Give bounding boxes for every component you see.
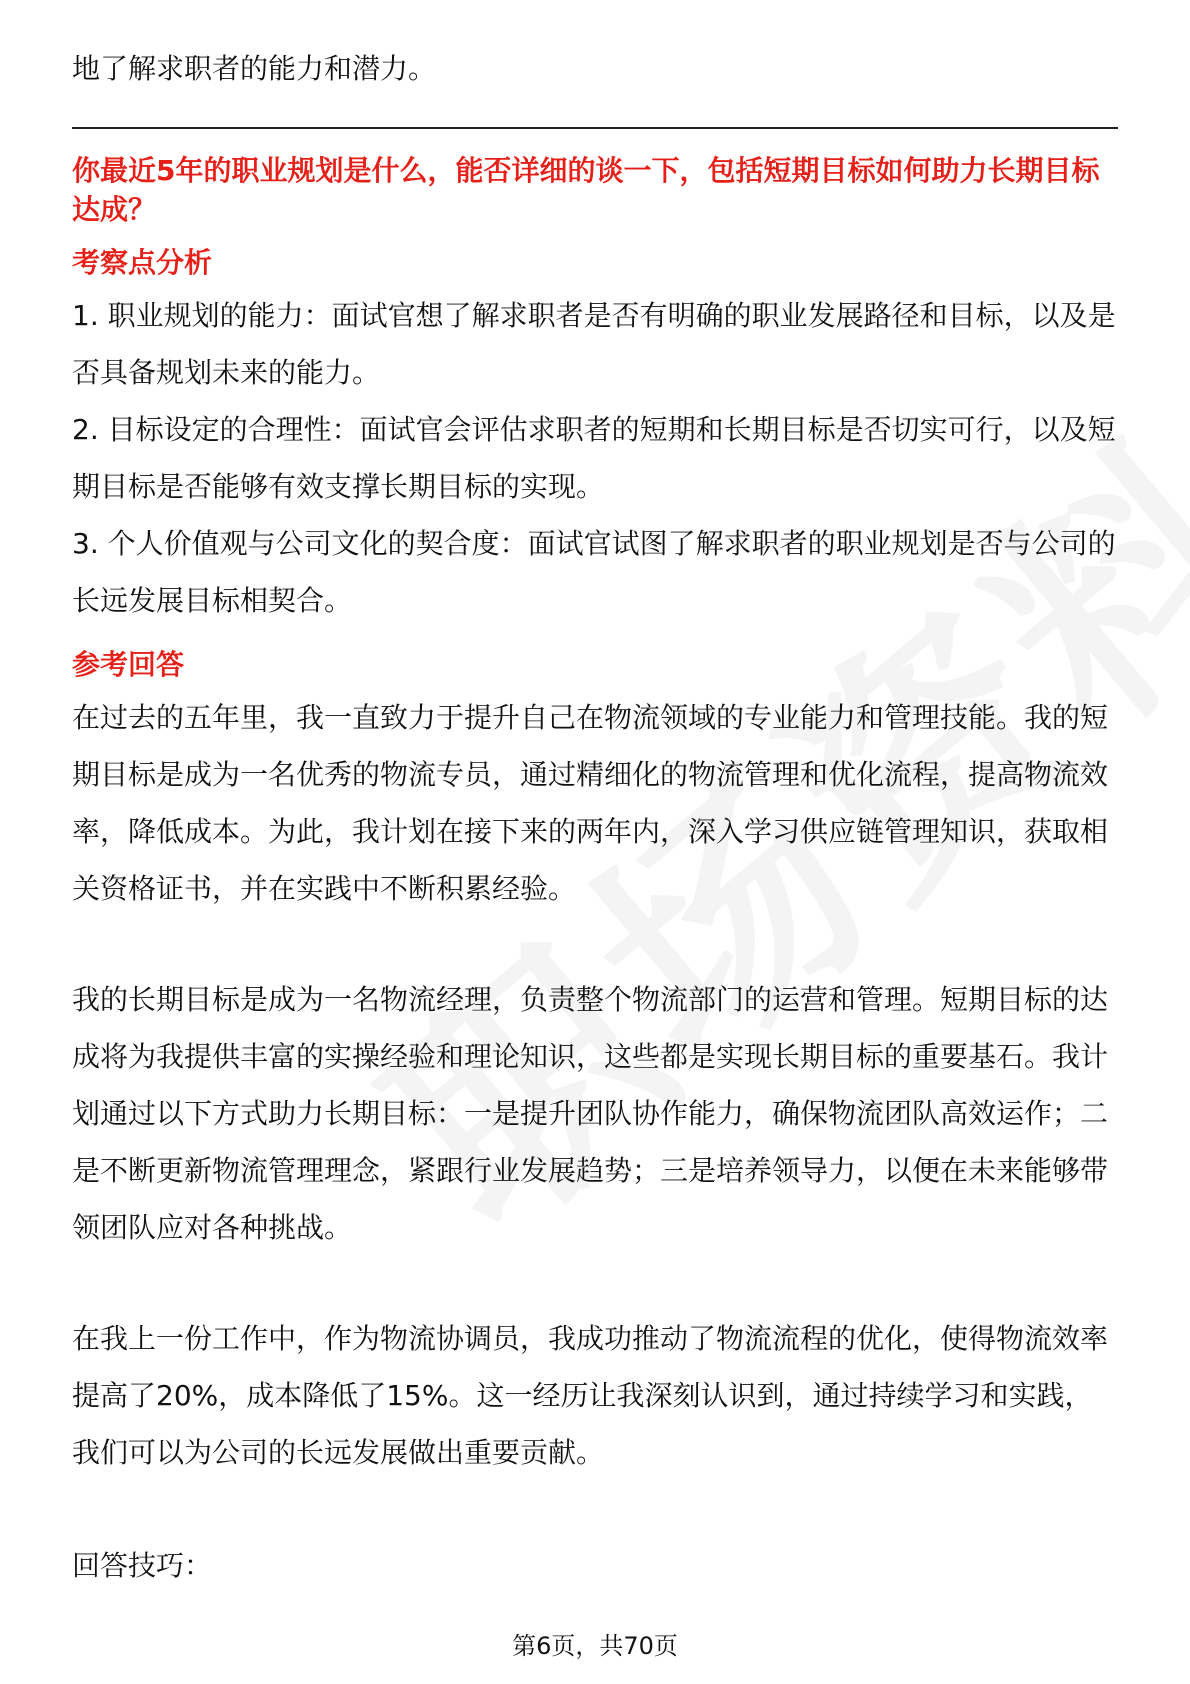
paragraph-spacer [72,917,1118,971]
answer-paragraph: 在过去的五年里，我一直致力于提升自己在物流领域的专业能力和管理技能。我的短期目标是成为一名优秀的物流专员，通过精细化的物流管理和优化流程，提高物流效率，降低成本。为此，我计划在接下来的两年内，深入学习供应链管理知识，获取相关资格证书，并在实践中不断积累经验。 [72,701,1109,905]
question-title: 你最近5年的职业规划是什么，能否详细的谈一下，包括短期目标如何助力长期目标达成？ [72,154,1100,226]
answer-heading: 参考回答 [72,648,185,681]
analysis-item: 1. 职业规划的能力：面试官想了解求职者是否有明确的职业发展路径和目标，以及是否具备规划未来的能力。 [72,299,1116,389]
answer-paragraph: 在我上一份工作中，作为物流协调员，我成功推动了物流流程的优化，使得物流效率提高了20%，成本降低了15%。这一经历让我深刻认识到，通过持续学习和实践，我们可以为公司的长远发展做出重要贡献。 [72,1322,1109,1469]
page-content [72,40,1118,1594]
section-divider [72,127,1118,129]
paragraph-spacer [72,1256,1118,1310]
analysis-item: 2. 目标设定的合理性：面试官会评估求职者的短期和长期目标是否切实可行，以及短期目标是否能够有效支撑长期目标的实现。 [72,413,1116,503]
tips-label: 回答技巧： [72,1549,213,1582]
answer-paragraph: 我的长期目标是成为一名物流经理，负责整个物流部门的运营和管理。短期目标的达成将为我提供丰富的实操经验和理论知识，这些都是实现长期目标的重要基石。我计划通过以下方式助力长期目标：一是提升团队协作能力，确保物流团队高效运作；二是不断更新物流管理理念，紧跟行业发展趋势；三是培养领导力，以便在未来能够带领团队应对各种挑战。 [72,983,1109,1244]
analysis-item: 3. 个人价值观与公司文化的契合度：面试官试图了解求职者的职业规划是否与公司的长远发展目标相契合。 [72,527,1116,617]
analysis-heading: 考察点分析 [72,246,213,279]
page-number: 第6页，共70页 [512,1632,678,1660]
intro-tail-text: 地了解求职者的能力和潜力。 [72,52,437,85]
